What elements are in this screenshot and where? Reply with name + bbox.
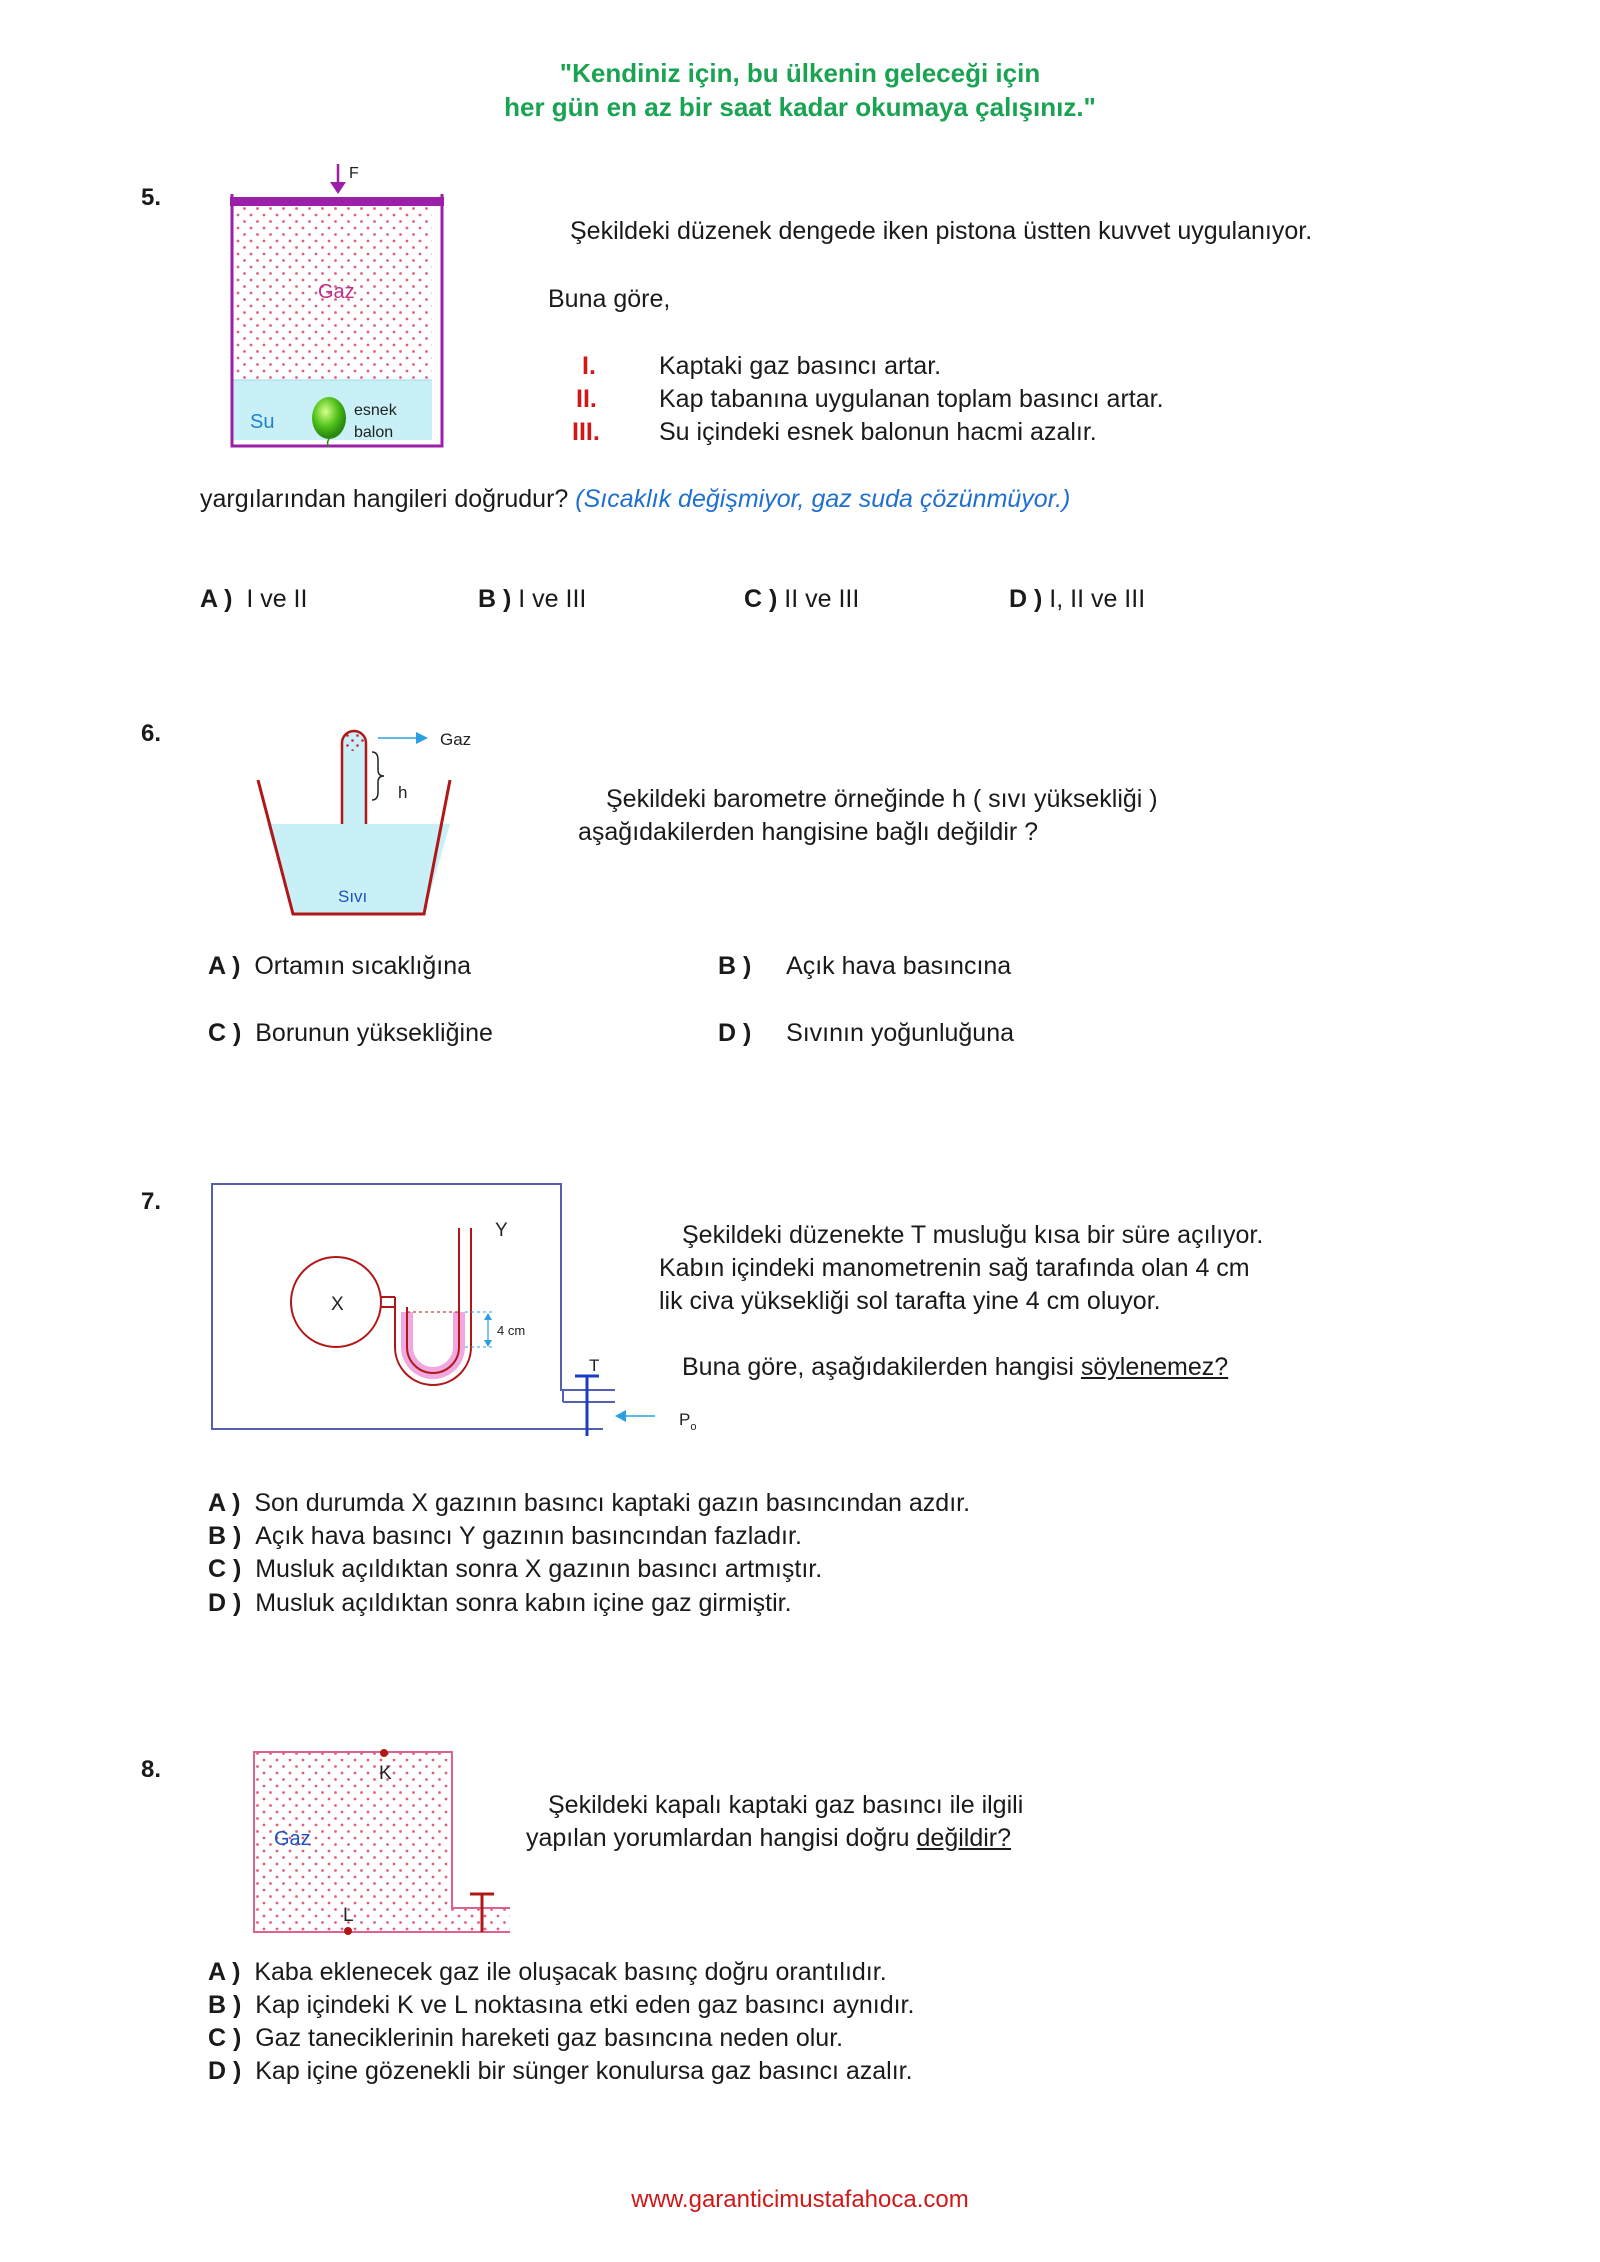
q5-fig-label-balon: balon [354,424,394,441]
q8-option-d[interactable] [208,2056,913,2086]
q5-note: (Sıcaklık değişmiyor, gaz suda çözünmüyor.) [575,485,1071,513]
footer-url[interactable]: www.garanticimustafahoca.com [631,2186,969,2213]
q7-option-a[interactable] [208,1488,970,1518]
q7-fig-label-cm: 4 cm [497,1323,526,1338]
option-text: Açık hava basıncı Y gazının basıncından fazladır. [255,1522,802,1550]
q7-line-4-text: Buna göre, aşağıdakilerden hangisi [682,1353,1081,1381]
option-text: II ve III [784,585,860,613]
q5-fig-label-esnek: esnek [354,402,397,419]
q5-piston-figure [222,160,448,450]
q7-fig-label-y: Y [495,1220,508,1241]
option-text: I ve II [246,585,308,613]
question-8-number: 8. [141,1756,162,1783]
q7-line-2: Kabın içindeki manometrenin sağ tarafında olan 4 cm [659,1254,1250,1282]
q7-line-3: lik civa yüksekliği sol tarafta yine 4 cm oluyor. [659,1287,1161,1315]
q7-manometer-figure [205,1180,725,1450]
option-letter: D ) [718,1019,752,1047]
option-text: Ortamın sıcaklığına [254,952,472,980]
q5-item-1-text: Kaptaki gaz basıncı artar. [659,352,942,380]
option-text: I, II ve III [1049,585,1146,613]
option-letter: A ) [200,585,233,613]
q7-option-b[interactable] [208,1521,802,1551]
header-line-2: her gün en az bir saat kadar okumaya çalışınız." [504,92,1096,122]
q8-fig-label-gaz: Gaz [274,1828,311,1850]
option-text: Açık hava basıncına [786,952,1012,980]
q8-fig-label-l: L [343,1905,354,1926]
q5-fig-label-su: Su [250,411,275,433]
option-letter: B ) [208,1522,242,1550]
option-text: Kap içine gözenekli bir sünger konulursa gaz basıncı azalır. [255,2057,913,2085]
q7-option-d[interactable] [208,1588,792,1618]
q6-line-1: Şekildeki barometre örneğinde h ( sıvı yüksekliği ) [606,785,1158,813]
option-text: Musluk açıldıktan sonra kabın içine gaz girmiştir. [255,1589,792,1617]
q5-item-2-text: Kap tabanına uygulanan toplam basıncı artar. [659,385,1164,413]
option-letter: B ) [208,1991,242,2019]
arrow-left-icon [615,1410,626,1422]
option-text: I ve III [518,585,587,613]
q8-line-2-text: yapılan yorumlardan hangisi doğru [526,1824,917,1852]
point-k [380,1749,388,1757]
question-7-number: 7. [141,1188,162,1215]
option-text: Kap içindeki K ve L noktasına etki eden gaz basıncı aynıdır. [255,1991,915,2019]
q8-fig-label-k: K [379,1763,392,1784]
option-letter: D ) [208,2057,242,2085]
option-letter: D ) [1009,585,1043,613]
q5-fig-label-f: F [349,165,359,182]
q6-fig-label-gaz: Gaz [440,730,472,749]
q6-line-2: aşağıdakilerden hangisine bağlı değildir ? [578,818,1039,846]
q5-item-2-roman: II. [576,385,597,413]
q8-closed-container-figure [248,1744,518,1940]
q7-fig-label-x: X [331,1294,344,1315]
option-letter: D ) [208,1589,242,1617]
option-text: Musluk açıldıktan sonra X gazının basıncı artmıştır. [255,1555,823,1583]
q6-option-c[interactable] [208,1018,493,1048]
q5-item-3-text: Su içindeki esnek balonun hacmi azalır. [659,418,1097,446]
option-letter: A ) [208,1489,241,1517]
piston [230,197,444,206]
q6-option-a[interactable] [208,951,471,981]
q5-intro: Şekildeki düzenek dengede iken pistona üstten kuvvet uygulanıyor. [570,217,1313,245]
q8-underlined-word: değildir? [916,1824,1012,1852]
q5-fig-label-gaz: Gaz [318,281,355,303]
option-text: Son durumda X gazının basıncı kaptaki gazın basıncından azdır. [254,1489,971,1517]
q8-option-a[interactable] [208,1957,887,1987]
question-5-number: 5. [141,184,162,211]
option-letter: B ) [478,585,512,613]
q5-option-a[interactable] [200,584,307,614]
q6-fig-label-sivi: Sıvı [338,887,368,906]
q6-option-b[interactable] [718,951,1011,981]
option-text: Sıvının yoğunluğuna [786,1019,1015,1047]
option-letter: C ) [208,1019,242,1047]
option-text: Gaz taneciklerinin hareketi gaz basıncına neden olur. [255,2024,844,2052]
q7-line-1: Şekildeki düzenekte T musluğu kısa bir süre açılıyor. [682,1221,1264,1249]
q7-underlined-word: söylenemez? [1080,1353,1229,1381]
q5-option-c[interactable] [744,584,859,614]
arrow-right-icon [416,732,428,744]
q5-question-text: yargılarından hangileri doğrudur? [200,485,569,513]
q5-option-d[interactable] [1009,584,1145,614]
q7-fig-label-p: $P_o$ [679,1410,697,1433]
q8-line-1: Şekildeki kapalı kaptaki gaz basıncı ile ilgili [548,1791,1024,1819]
question-6-number: 6. [141,720,162,747]
q8-option-c[interactable] [208,2023,843,2053]
q6-barometer-figure [250,718,490,918]
option-text: Kaba eklenecek gaz ile oluşacak basınç doğru orantılıdır. [254,1958,887,1986]
force-arrow-icon [330,182,346,194]
option-letter: A ) [208,952,241,980]
q6-option-d[interactable] [718,1018,1014,1048]
q7-line-4 [682,1352,1228,1382]
q5-question [200,484,1070,514]
q5-item-1-roman: I. [582,352,596,380]
header-line-1: "Kendiniz için, bu ülkenin geleceği için [559,58,1041,88]
option-letter: A ) [208,1958,241,1986]
h-brace [372,752,384,800]
option-letter: C ) [208,2024,242,2052]
option-letter: C ) [208,1555,242,1583]
q7-fig-label-t: T [589,1356,600,1375]
option-letter: C ) [744,585,778,613]
q8-option-b[interactable] [208,1990,914,2020]
q5-option-b[interactable] [478,584,586,614]
balloon-icon [312,397,346,439]
option-text: Borunun yüksekliğine [255,1019,493,1047]
q8-line-2 [526,1823,1011,1853]
q7-option-c[interactable] [208,1554,822,1584]
container [212,1184,603,1429]
q6-fig-label-h: h [398,783,408,802]
q5-lead: Buna göre, [548,285,671,313]
point-l [344,1927,352,1935]
q5-item-3-roman: III. [572,418,600,446]
option-letter: B ) [718,952,752,980]
